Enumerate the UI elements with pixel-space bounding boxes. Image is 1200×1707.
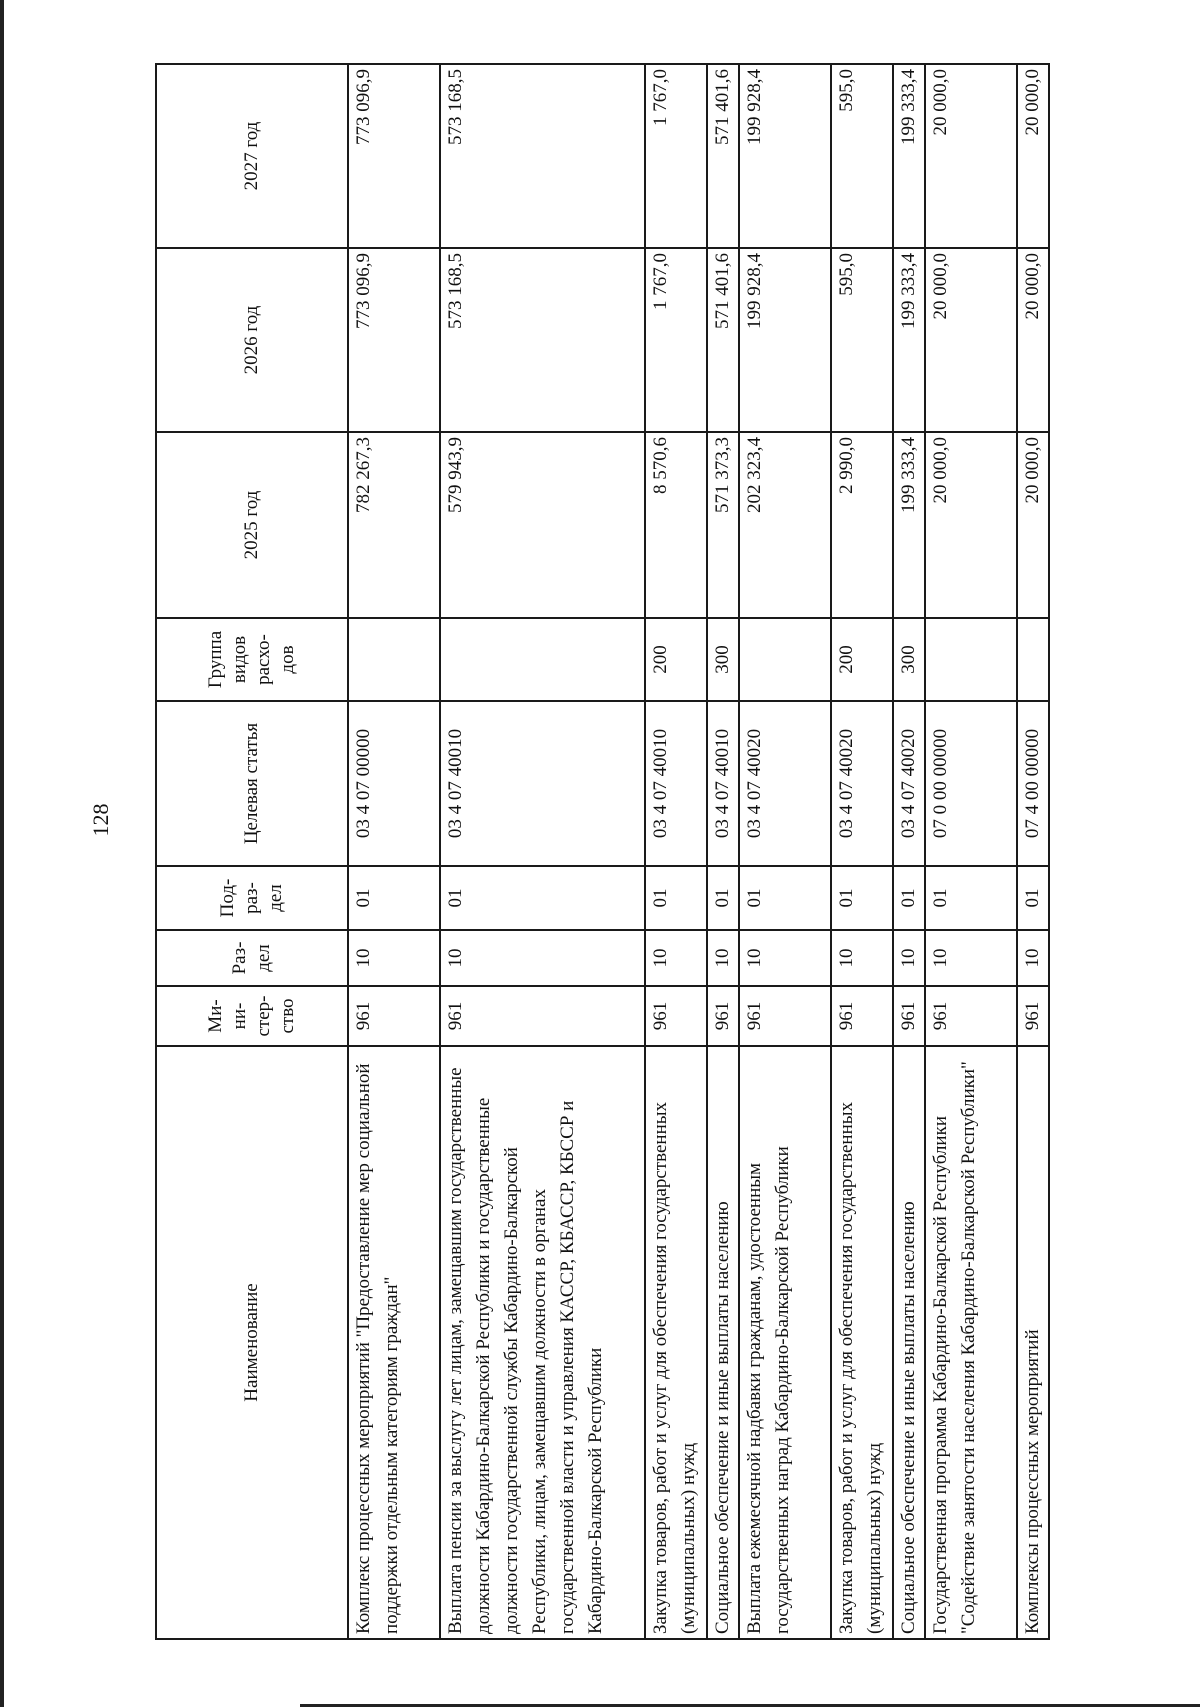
table-row bbox=[645, 64, 707, 1639]
row-subsection: 01 bbox=[893, 866, 925, 930]
row-2027: 20 000,0 bbox=[925, 64, 1017, 248]
header-name: Наименование bbox=[156, 1046, 348, 1639]
header-section: Раз-дел bbox=[156, 930, 348, 986]
row-group bbox=[440, 618, 645, 701]
header-target-article: Целевая статья bbox=[156, 701, 348, 866]
row-2026: 20 000,0 bbox=[1017, 248, 1049, 432]
row-group bbox=[1017, 618, 1049, 701]
row-group: 200 bbox=[645, 618, 707, 701]
row-name: Закупка товаров, работ и услуг для обеспечения государственных (муниципальных) нужд bbox=[645, 1046, 707, 1639]
page-number: 128 bbox=[88, 803, 113, 837]
row-name: Комплекс процессных мероприятий "Предоставление мер социальной поддержки отдельным категориям граждан" bbox=[348, 1046, 440, 1639]
row-2026: 773 096,9 bbox=[348, 248, 440, 432]
table-header-row bbox=[156, 64, 348, 1639]
row-target: 03 4 07 40010 bbox=[440, 701, 645, 866]
row-2025: 20 000,0 bbox=[1017, 432, 1049, 618]
row-2027: 573 168,5 bbox=[440, 64, 645, 248]
row-2027: 571 401,6 bbox=[707, 64, 739, 248]
row-ministry: 961 bbox=[348, 986, 440, 1046]
table-row bbox=[348, 64, 440, 1639]
budget-table bbox=[155, 63, 1050, 1640]
row-subsection: 01 bbox=[1017, 866, 1049, 930]
row-ministry: 961 bbox=[707, 986, 739, 1046]
row-2027: 773 096,9 bbox=[348, 64, 440, 248]
row-group bbox=[348, 618, 440, 701]
row-2025: 20 000,0 bbox=[925, 432, 1017, 618]
row-2026: 571 401,6 bbox=[707, 248, 739, 432]
row-name: Закупка товаров, работ и услуг для обеспечения государственных (муниципальных) нужд bbox=[831, 1046, 893, 1639]
row-2026: 199 333,4 bbox=[893, 248, 925, 432]
scan-edge-left bbox=[0, 0, 4, 1707]
row-ministry: 961 bbox=[739, 986, 831, 1046]
row-target: 07 0 00 00000 bbox=[925, 701, 1017, 866]
header-2026: 2026 год bbox=[156, 248, 348, 432]
row-name: Социальное обеспечение и иные выплаты населению bbox=[707, 1046, 739, 1639]
table-row bbox=[893, 64, 925, 1639]
row-2026: 20 000,0 bbox=[925, 248, 1017, 432]
row-target: 03 4 07 40020 bbox=[893, 701, 925, 866]
row-subsection: 01 bbox=[707, 866, 739, 930]
row-subsection: 01 bbox=[645, 866, 707, 930]
header-subsection: Под-раз-дел bbox=[156, 866, 348, 930]
row-2025: 199 333,4 bbox=[893, 432, 925, 618]
row-subsection: 01 bbox=[831, 866, 893, 930]
row-2026: 595,0 bbox=[831, 248, 893, 432]
row-section: 10 bbox=[831, 930, 893, 986]
row-target: 03 4 07 00000 bbox=[348, 701, 440, 866]
header-2025: 2025 год bbox=[156, 432, 348, 618]
row-ministry: 961 bbox=[440, 986, 645, 1046]
table-row bbox=[707, 64, 739, 1639]
table-row bbox=[925, 64, 1017, 1639]
row-ministry: 961 bbox=[831, 986, 893, 1046]
row-subsection: 01 bbox=[348, 866, 440, 930]
row-target: 03 4 07 40020 bbox=[831, 701, 893, 866]
row-group: 300 bbox=[707, 618, 739, 701]
table-row bbox=[739, 64, 831, 1639]
table-row bbox=[1017, 64, 1049, 1639]
table-row bbox=[831, 64, 893, 1639]
row-section: 10 bbox=[440, 930, 645, 986]
row-2026: 199 928,4 bbox=[739, 248, 831, 432]
row-subsection: 01 bbox=[925, 866, 1017, 930]
row-group: 300 bbox=[893, 618, 925, 701]
row-name: Государственная программа Кабардино-Балкарской Республики "Содействие занятости населения Кабардино-Балкарской Республики" bbox=[925, 1046, 1017, 1639]
row-2025: 571 373,3 bbox=[707, 432, 739, 618]
row-group bbox=[925, 618, 1017, 701]
row-section: 10 bbox=[739, 930, 831, 986]
row-2027: 199 928,4 bbox=[739, 64, 831, 248]
row-2025: 782 267,3 bbox=[348, 432, 440, 618]
row-target: 03 4 07 40010 bbox=[707, 701, 739, 866]
row-ministry: 961 bbox=[925, 986, 1017, 1046]
row-2027: 199 333,4 bbox=[893, 64, 925, 248]
row-name: Социальное обеспечение и иные выплаты населению bbox=[893, 1046, 925, 1639]
row-2025: 8 570,6 bbox=[645, 432, 707, 618]
row-name: Выплата ежемесячной надбавки гражданам, удостоенным государственных наград Кабардино-Балкарской Республики bbox=[739, 1046, 831, 1639]
row-2025: 579 943,9 bbox=[440, 432, 645, 618]
row-2025: 2 990,0 bbox=[831, 432, 893, 618]
row-subsection: 01 bbox=[440, 866, 645, 930]
rotated-table-container bbox=[155, 65, 1045, 1640]
row-ministry: 961 bbox=[1017, 986, 1049, 1046]
header-expense-group: Группа видов расхо-дов bbox=[156, 618, 348, 701]
row-2027: 20 000,0 bbox=[1017, 64, 1049, 248]
row-ministry: 961 bbox=[893, 986, 925, 1046]
row-section: 10 bbox=[1017, 930, 1049, 986]
row-2025: 202 323,4 bbox=[739, 432, 831, 618]
row-name: Комплексы процессных мероприятий bbox=[1017, 1046, 1049, 1639]
row-2026: 1 767,0 bbox=[645, 248, 707, 432]
row-subsection: 01 bbox=[739, 866, 831, 930]
row-target: 03 4 07 40020 bbox=[739, 701, 831, 866]
row-target: 03 4 07 40010 bbox=[645, 701, 707, 866]
table-row bbox=[440, 64, 645, 1639]
row-section: 10 bbox=[925, 930, 1017, 986]
row-2027: 1 767,0 bbox=[645, 64, 707, 248]
header-ministry: Ми-ни-стер-ство bbox=[156, 986, 348, 1046]
row-group: 200 bbox=[831, 618, 893, 701]
row-section: 10 bbox=[645, 930, 707, 986]
header-2027: 2027 год bbox=[156, 64, 348, 248]
row-ministry: 961 bbox=[645, 986, 707, 1046]
row-section: 10 bbox=[893, 930, 925, 986]
row-target: 07 4 00 00000 bbox=[1017, 701, 1049, 866]
row-name: Выплата пенсии за выслугу лет лицам, замещавшим государственные должности Кабардино-Балкарской Республики и государственные должности государственной службы Кабардино-Балкарской Республики, лицам, замещавшим должности в органах государственной власти и управления КАССР, КБАССР, КБССР и Кабардино-Балкарской Республики bbox=[440, 1046, 645, 1639]
row-2027: 595,0 bbox=[831, 64, 893, 248]
row-section: 10 bbox=[348, 930, 440, 986]
row-group bbox=[739, 618, 831, 701]
row-section: 10 bbox=[707, 930, 739, 986]
row-2026: 573 168,5 bbox=[440, 248, 645, 432]
